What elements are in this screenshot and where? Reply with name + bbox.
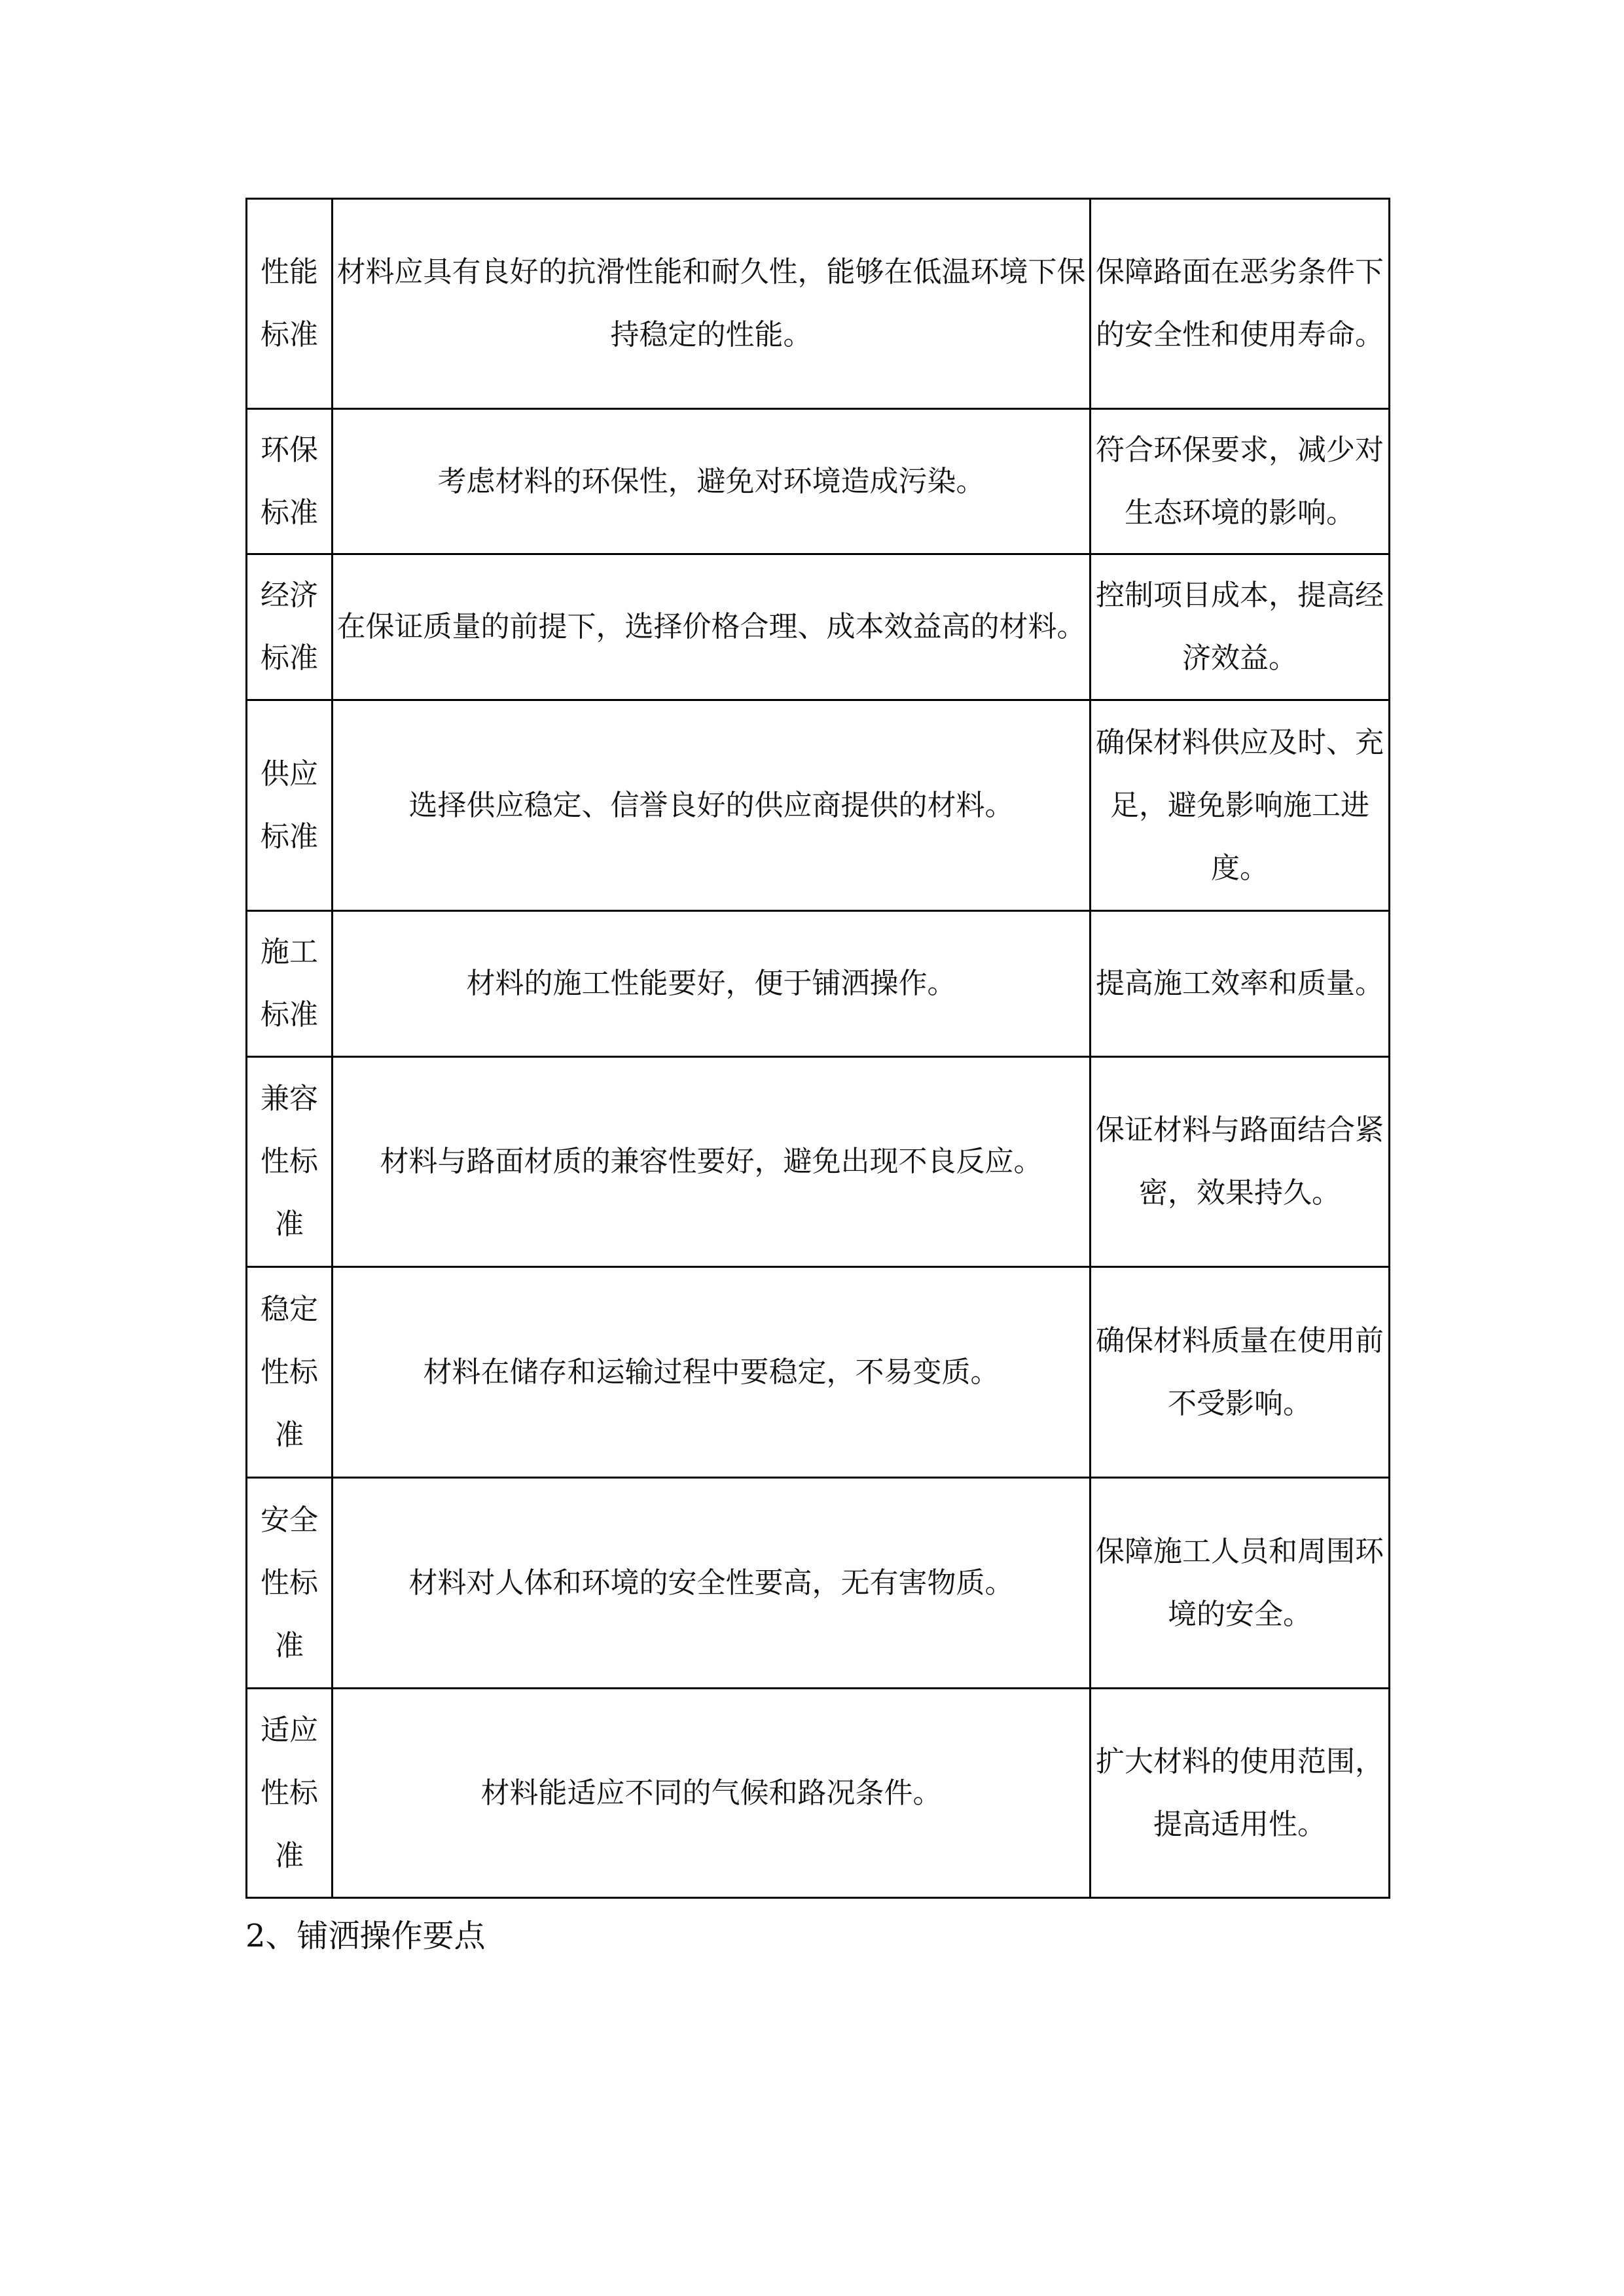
standard-name-cell: 施工标准	[247, 911, 333, 1057]
standard-description-cell: 材料应具有良好的抗滑性能和耐久性，能够在低温环境下保持稳定的性能。	[333, 199, 1091, 409]
standard-description-cell: 材料与路面材质的兼容性要好，避免出现不良反应。	[333, 1057, 1091, 1267]
standard-name-cell: 安全性标准	[247, 1478, 333, 1689]
standard-description-cell: 考虑材料的环保性，避免对环境造成污染。	[333, 409, 1091, 554]
standard-purpose-cell: 扩大材料的使用范围，提高适用性。	[1091, 1689, 1390, 1898]
standard-purpose-cell: 确保材料供应及时、充足，避免影响施工进度。	[1091, 700, 1390, 911]
table-row	[247, 199, 1390, 409]
standard-purpose-cell: 符合环保要求，减少对生态环境的影响。	[1091, 409, 1390, 554]
table-row	[247, 409, 1390, 554]
standard-name-cell: 兼容性标准	[247, 1057, 333, 1267]
standard-description-cell: 材料能适应不同的气候和路况条件。	[333, 1689, 1091, 1898]
standards-table	[245, 198, 1390, 1899]
table-row	[247, 1057, 1390, 1267]
table-row	[247, 700, 1390, 911]
standard-purpose-cell: 确保材料质量在使用前不受影响。	[1091, 1267, 1390, 1478]
standard-purpose-cell: 保障路面在恶劣条件下的安全性和使用寿命。	[1091, 199, 1390, 409]
standard-name-cell: 经济标准	[247, 554, 333, 700]
standard-name-cell: 供应标准	[247, 700, 333, 911]
standard-purpose-cell: 保证材料与路面结合紧密，效果持久。	[1091, 1057, 1390, 1267]
standard-description-cell: 选择供应稳定、信誉良好的供应商提供的材料。	[333, 700, 1091, 911]
table-row	[247, 554, 1390, 700]
standard-name-cell: 适应性标准	[247, 1689, 333, 1898]
section-heading: 2、铺洒操作要点	[245, 1918, 486, 1954]
table-row	[247, 1267, 1390, 1478]
standard-description-cell: 材料对人体和环境的安全性要高，无有害物质。	[333, 1478, 1091, 1689]
standard-name-cell: 性能标准	[247, 199, 333, 409]
table-row	[247, 1478, 1390, 1689]
table-row	[247, 911, 1390, 1057]
standard-description-cell: 在保证质量的前提下，选择价格合理、成本效益高的材料。	[333, 554, 1091, 700]
standard-purpose-cell: 保障施工人员和周围环境的安全。	[1091, 1478, 1390, 1689]
standard-name-cell: 稳定性标准	[247, 1267, 333, 1478]
standard-description-cell: 材料的施工性能要好，便于铺洒操作。	[333, 911, 1091, 1057]
standard-purpose-cell: 控制项目成本，提高经济效益。	[1091, 554, 1390, 700]
standard-description-cell: 材料在储存和运输过程中要稳定，不易变质。	[333, 1267, 1091, 1478]
table-row	[247, 1689, 1390, 1898]
standard-purpose-cell: 提高施工效率和质量。	[1091, 911, 1390, 1057]
standard-name-cell: 环保标准	[247, 409, 333, 554]
